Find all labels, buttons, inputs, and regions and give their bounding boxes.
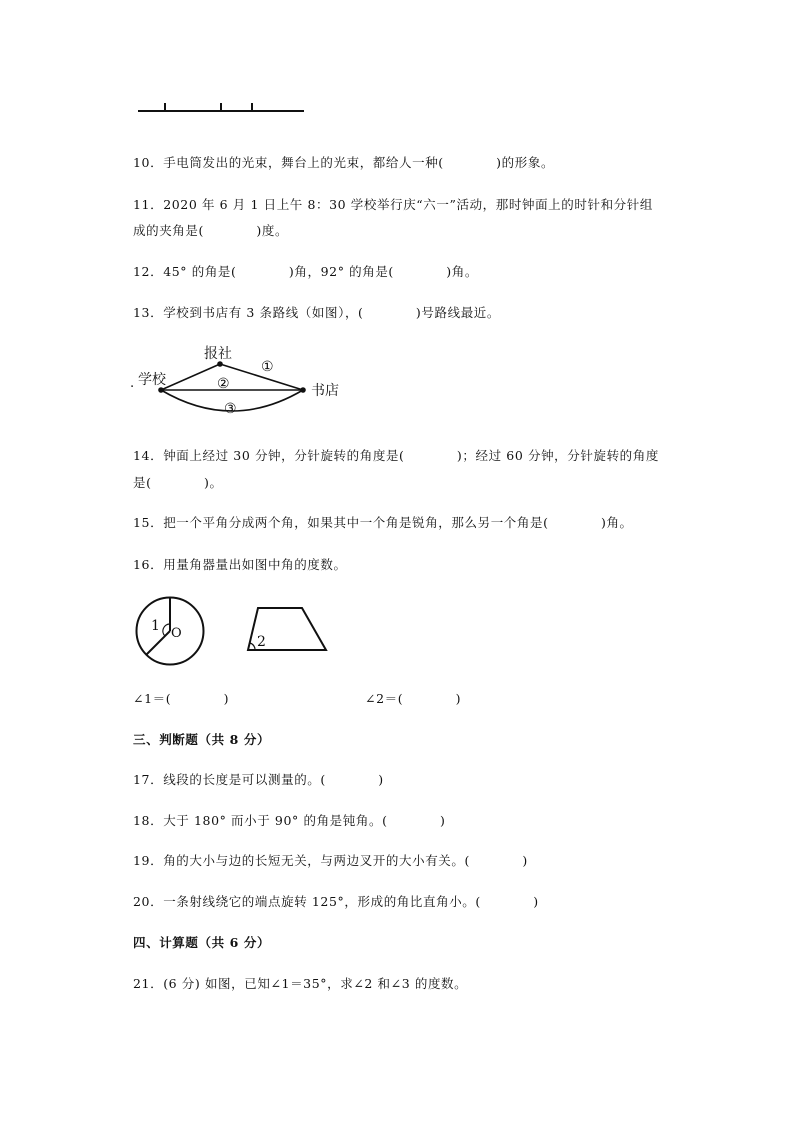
angle-2-label: 2 [257, 634, 266, 650]
route-diagram [128, 342, 358, 422]
question-15: 15．把一个平角分成两个角，如果其中一个角是锐角，那么另一个角是( )角。 [133, 515, 633, 530]
route-3-label: ③ [224, 401, 237, 417]
question-14-line1: 14．钟面上经过 30 分钟，分针旋转的角度是( )；经过 60 分钟，分针旋转的角度 [133, 448, 659, 463]
question-21: 21．(6 分) 如图，已知∠1＝35°，求∠2 和∠3 的度数。 [133, 976, 468, 991]
school-label: 学校 [138, 372, 166, 388]
question-12: 12．45° 的角是( )角，92° 的角是( )角。 [133, 264, 478, 279]
question-17: 17．线段的长度是可以测量的。( ) [133, 772, 384, 787]
route-1-label: ① [261, 359, 274, 375]
section-4-heading: 四、计算题（共 6 分） [133, 935, 271, 950]
center-o-label: O [171, 626, 182, 641]
question-19: 19．角的大小与边的长短无关，与两边叉开的大小有关。( ) [133, 853, 528, 868]
trapezoid-angle-figure [244, 605, 330, 655]
question-14-line2: 是( )。 [133, 475, 223, 490]
angle-1-answer: ∠1＝( ) [133, 691, 230, 706]
section-3-heading: 三、判断题（共 8 分） [133, 732, 271, 747]
question-16: 16．用量角器量出如图中角的度数。 [133, 557, 347, 572]
angle-1-label: 1 [151, 618, 160, 634]
circle-angle-figure [134, 595, 206, 667]
route-2-label: ② [217, 376, 230, 392]
question-20: 20．一条射线绕它的端点旋转 125°，形成的角比直角小。( ) [133, 894, 539, 909]
newspaper-label: 报社 [204, 346, 232, 362]
angle-2-answer: ∠2＝( ) [365, 691, 462, 706]
question-11-line1: 11．2020 年 6 月 1 日上午 8：30 学校举行庆“六一”活动，那时钟面上的时针和分针组 [133, 197, 653, 212]
question-11-line2: 成的夹角是( )度。 [133, 223, 289, 238]
question-18: 18．大于 180° 而小于 90° 的角是钝角。( ) [133, 813, 446, 828]
line-segment-figure [136, 100, 306, 114]
bookstore-label: 书店 [311, 383, 339, 399]
svg-text:.: . [130, 376, 135, 391]
question-13: 13．学校到书店有 3 条路线（如图），( )号路线最近。 [133, 305, 501, 320]
question-10: 10．手电筒发出的光束，舞台上的光束，都给人一种( )的形象。 [133, 155, 555, 170]
